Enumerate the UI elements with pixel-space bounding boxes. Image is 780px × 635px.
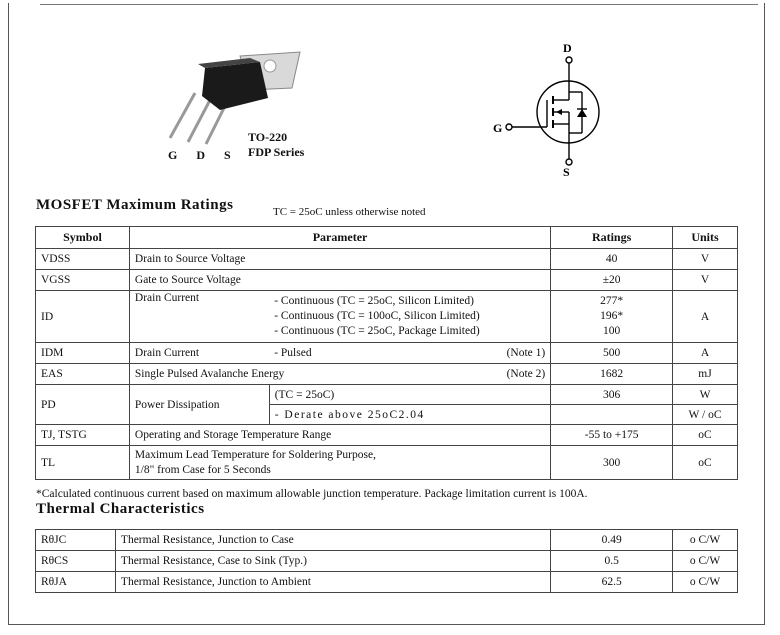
unit-cell: A xyxy=(673,291,738,343)
value-cell: 62.5 xyxy=(551,572,673,593)
unit-cell: W / oC xyxy=(673,405,738,425)
unit-cell: o C/W xyxy=(673,551,738,572)
thermal-heading: Thermal Characteristics xyxy=(36,501,205,517)
condition-cell xyxy=(269,291,551,343)
rating-cell: 1682 xyxy=(551,364,673,385)
note-ref: (Note 1) xyxy=(506,347,546,359)
conditions-note: TC = 25oC unless otherwise noted xyxy=(273,206,426,218)
symbol-cell: ID xyxy=(36,291,130,343)
note-ref: (Note 2) xyxy=(506,368,546,380)
symbol-cell: VDSS xyxy=(36,249,130,270)
table-row xyxy=(36,364,738,385)
unit-cell: V xyxy=(673,249,738,270)
table-row xyxy=(36,551,738,572)
condition-line: - Continuous (TC = 25oC, Silicon Limited) xyxy=(274,295,474,307)
top-rule xyxy=(40,4,758,5)
source-label: S xyxy=(563,165,570,179)
rating-cell xyxy=(551,291,673,343)
rating-cell: 306 xyxy=(551,385,673,405)
unit-cell: A xyxy=(673,343,738,364)
mosfet-symbol-icon xyxy=(490,40,605,180)
rating-cell: 300 xyxy=(551,446,673,480)
table-row xyxy=(36,425,738,446)
symbol-cell: PD xyxy=(36,385,130,425)
parameter-cell: Power Dissipation xyxy=(129,385,269,425)
table-row xyxy=(36,270,738,291)
header-parameter: Parameter xyxy=(129,227,550,249)
symbol-cell: EAS xyxy=(36,364,130,385)
unit-cell: o C/W xyxy=(673,572,738,593)
condition-cell xyxy=(269,343,551,364)
parameter-cell: Thermal Resistance, Case to Sink (Typ.) xyxy=(115,551,550,572)
value-cell: 0.5 xyxy=(551,551,673,572)
unit-cell: oC xyxy=(673,446,738,480)
table-row xyxy=(36,385,738,405)
parameter-cell: Drain Current xyxy=(129,343,269,364)
max-ratings-heading: MOSFET Maximum Ratings xyxy=(36,197,234,213)
rating-line: 277* xyxy=(600,295,624,307)
rating-cell-empty xyxy=(551,405,673,425)
package-series: FDP Series xyxy=(248,145,305,159)
condition-line: - Continuous (TC = 25oC, Package Limited) xyxy=(274,325,480,337)
rating-cell: ±20 xyxy=(551,270,673,291)
parameter-text: Single Pulsed Avalanche Energy xyxy=(134,368,285,380)
table-header-row xyxy=(36,227,738,249)
parameter-cell xyxy=(129,364,550,385)
drain-label: D xyxy=(563,41,572,55)
gate-label: G xyxy=(493,121,503,135)
condition-line: - Continuous (TC = 100oC, Silicon Limited) xyxy=(274,310,480,322)
pin-labels: G D S xyxy=(168,148,239,162)
parameter-cell: Gate to Source Voltage xyxy=(129,270,550,291)
rating-cell: -55 to +175 xyxy=(551,425,673,446)
header-ratings: Ratings xyxy=(551,227,673,249)
max-ratings-table xyxy=(35,226,738,480)
unit-cell: W xyxy=(673,385,738,405)
condition-cell: - Derate above 25oC2.04 xyxy=(269,405,551,425)
package-type: TO-220 xyxy=(248,130,288,144)
table-row xyxy=(36,530,738,551)
condition-text: - Pulsed xyxy=(274,347,312,359)
rating-cell: 40 xyxy=(551,249,673,270)
unit-cell: o C/W xyxy=(673,530,738,551)
parameter-cell: Drain Current xyxy=(129,291,269,343)
symbol-cell: TL xyxy=(36,446,130,480)
rating-cell: 500 xyxy=(551,343,673,364)
parameter-line: 1/8" from Case for 5 Seconds xyxy=(134,463,271,476)
footnote: *Calculated continuous current based on maximum allowable junction temperature. Package limitation current is 100A. xyxy=(36,488,588,500)
unit-cell: mJ xyxy=(673,364,738,385)
value-cell: 0.49 xyxy=(551,530,673,551)
symbol-cell: IDM xyxy=(36,343,130,364)
parameter-cell: Operating and Storage Temperature Range xyxy=(129,425,550,446)
unit-cell: oC xyxy=(673,425,738,446)
parameter-cell xyxy=(129,446,550,480)
symbol-cell: RθJC xyxy=(36,530,116,551)
parameter-cell: Thermal Resistance, Junction to Ambient xyxy=(115,572,550,593)
table-row xyxy=(36,446,738,480)
table-row xyxy=(36,291,738,343)
unit-cell: V xyxy=(673,270,738,291)
symbol-cell: RθCS xyxy=(36,551,116,572)
header-symbol: Symbol xyxy=(36,227,130,249)
symbol-cell: VGSS xyxy=(36,270,130,291)
parameter-line: Maximum Lead Temperature for Soldering Purpose, xyxy=(134,448,376,461)
parameter-cell: Drain to Source Voltage xyxy=(129,249,550,270)
symbol-cell: TJ, TSTG xyxy=(36,425,130,446)
rating-line: 100 xyxy=(602,325,621,337)
symbol-cell: RθJA xyxy=(36,572,116,593)
package-name xyxy=(248,130,304,160)
parameter-cell: Thermal Resistance, Junction to Case xyxy=(115,530,550,551)
table-row xyxy=(36,343,738,364)
thermal-table xyxy=(35,529,738,593)
header-units: Units xyxy=(673,227,738,249)
table-row xyxy=(36,249,738,270)
condition-cell: (TC = 25oC) xyxy=(269,385,551,405)
table-row xyxy=(36,572,738,593)
rating-line: 196* xyxy=(600,310,624,322)
